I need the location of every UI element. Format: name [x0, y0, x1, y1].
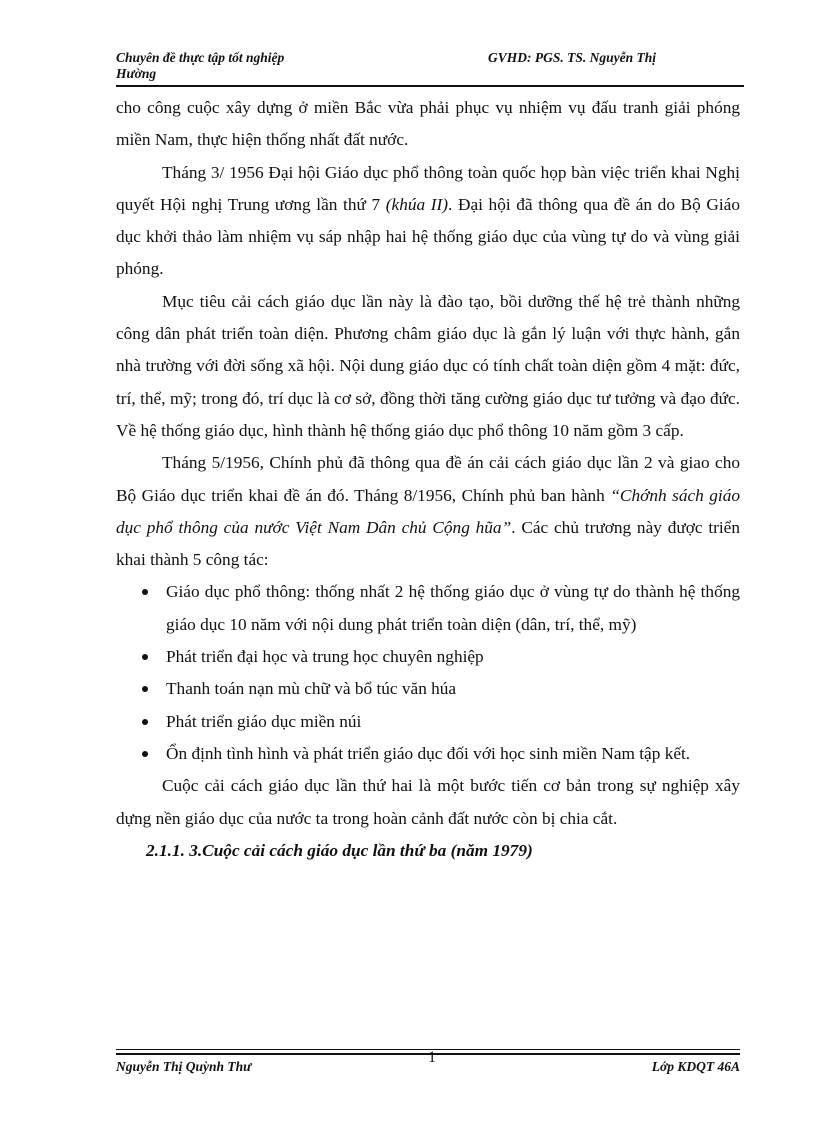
paragraph-5: Cuộc cải cách giáo dục lần thứ hai là một bước tiến cơ bản trong sự nghiệp xây dựng nền giáo dục của nước ta trong hoàn cảnh đất nước còn bị chia cắt. — [116, 776, 740, 828]
list-item-text: Phát triển đại học và trung học chuyên nghiệp — [166, 647, 484, 667]
bullet-icon — [142, 751, 148, 757]
list-item-text: Giáo dục phổ thông: thống nhất 2 hệ thống giáo dục ở vùng tự do thành hệ thống giáo dục 10 năm với nội dung phát triển toàn diện (dân, trí, thể, mỹ) — [166, 582, 740, 634]
list-item-text: Phát triển giáo dục miền núi — [166, 711, 362, 731]
header-wrap-text: Hường — [116, 66, 157, 81]
list-item-text: Ổn định tình hình và phát triển giáo dục đối với học sinh miền Nam tập kết. — [166, 743, 691, 763]
list-item — [116, 576, 740, 641]
paragraph-1: cho công cuộc xây dựng ở miền Bắc vừa phải phục vụ nhiệm vụ đấu tranh giải phóng miền Nam, thực hiện thống nhất đất nước. — [116, 98, 740, 150]
document-body — [116, 92, 740, 867]
paragraph-4-text-b: . Các chủ trương này được triển khai thành 5 công tác: — [116, 517, 740, 570]
header-divider — [116, 85, 744, 87]
bullet-icon — [142, 719, 148, 725]
list-item — [116, 738, 740, 770]
page-header — [116, 50, 744, 86]
paragraph-2-italic: (khúa II) — [385, 194, 449, 214]
bullet-list — [116, 576, 740, 770]
header-document-title — [116, 50, 356, 82]
paragraph-3: Mục tiêu cải cách giáo dục lần này là đào tạo, bồi dưỡng thế hệ trẻ thành những công dân phát triển toàn diện. Phương châm giáo dục là gắn lý luận với thực hành, gắn nhà trường với đời sống xã hội. Nội dung giáo dục có tính chất toàn diện gồm 4 mặt: đức, trí, thể, mỹ; trong đó, trí dục là cơ sở, đồng thời tăng cường giáo dục tư tưởng và đạo đức. Về hệ thống giáo dục, hình thành hệ thống giáo dục phổ thông 10 năm gồm 3 cấp. — [116, 291, 740, 440]
list-item — [116, 673, 740, 705]
page-footer — [116, 1049, 740, 1075]
paragraph-4-italic-title: “Chớnh sách giáo dục phổ thông của nước Việt Nam Dân chủ Cộng hũa” — [116, 485, 741, 537]
header-left-text: Chuyên đề thực tập tốt nghiệp — [116, 50, 285, 65]
footer-author: Nguyễn Thị Quỳnh Thư — [116, 1059, 252, 1074]
paragraph-2-text-a: Tháng 3/ 1956 Đại hội Giáo dục phổ thông toàn quốc họp bàn việc triển khai Nghị quyết Hội nghị Trung ương lần thứ 7 — [116, 162, 740, 214]
header-supervisor: GVHD: PGS. TS. Nguyễn Thị — [488, 50, 657, 65]
bullet-icon — [142, 654, 148, 660]
paragraph-2 — [116, 157, 740, 286]
paragraph-2-text-b: . Đại hội đã thông qua đề án do Bộ Giáo dục khởi thảo làm nhiệm vụ sáp nhập hai hệ thống giáo dục của vùng tự do và vùng giải phóng. — [116, 194, 740, 279]
page-number: 1 — [428, 1049, 436, 1066]
section-heading: 2.1.1. 3.Cuộc cải cách giáo dục lần thứ ba (năm 1979) — [146, 840, 533, 860]
paragraph-4-text-a: Tháng 5/1956, Chính phủ đã thông qua đề án cải cách giáo dục lần 2 và giao cho Bộ Giáo dục triển khai đề án đó. Tháng 8/1956, Chính phủ ban hành — [116, 453, 740, 505]
paragraph-4 — [116, 447, 740, 576]
footer-class: Lớp KDQT 46A — [651, 1059, 740, 1074]
bullet-icon — [142, 686, 148, 692]
bullet-icon — [142, 589, 148, 595]
list-item — [116, 641, 740, 673]
list-item — [116, 706, 740, 738]
list-item-text: Thanh toán nạn mù chữ và bổ túc văn húa — [166, 679, 457, 699]
